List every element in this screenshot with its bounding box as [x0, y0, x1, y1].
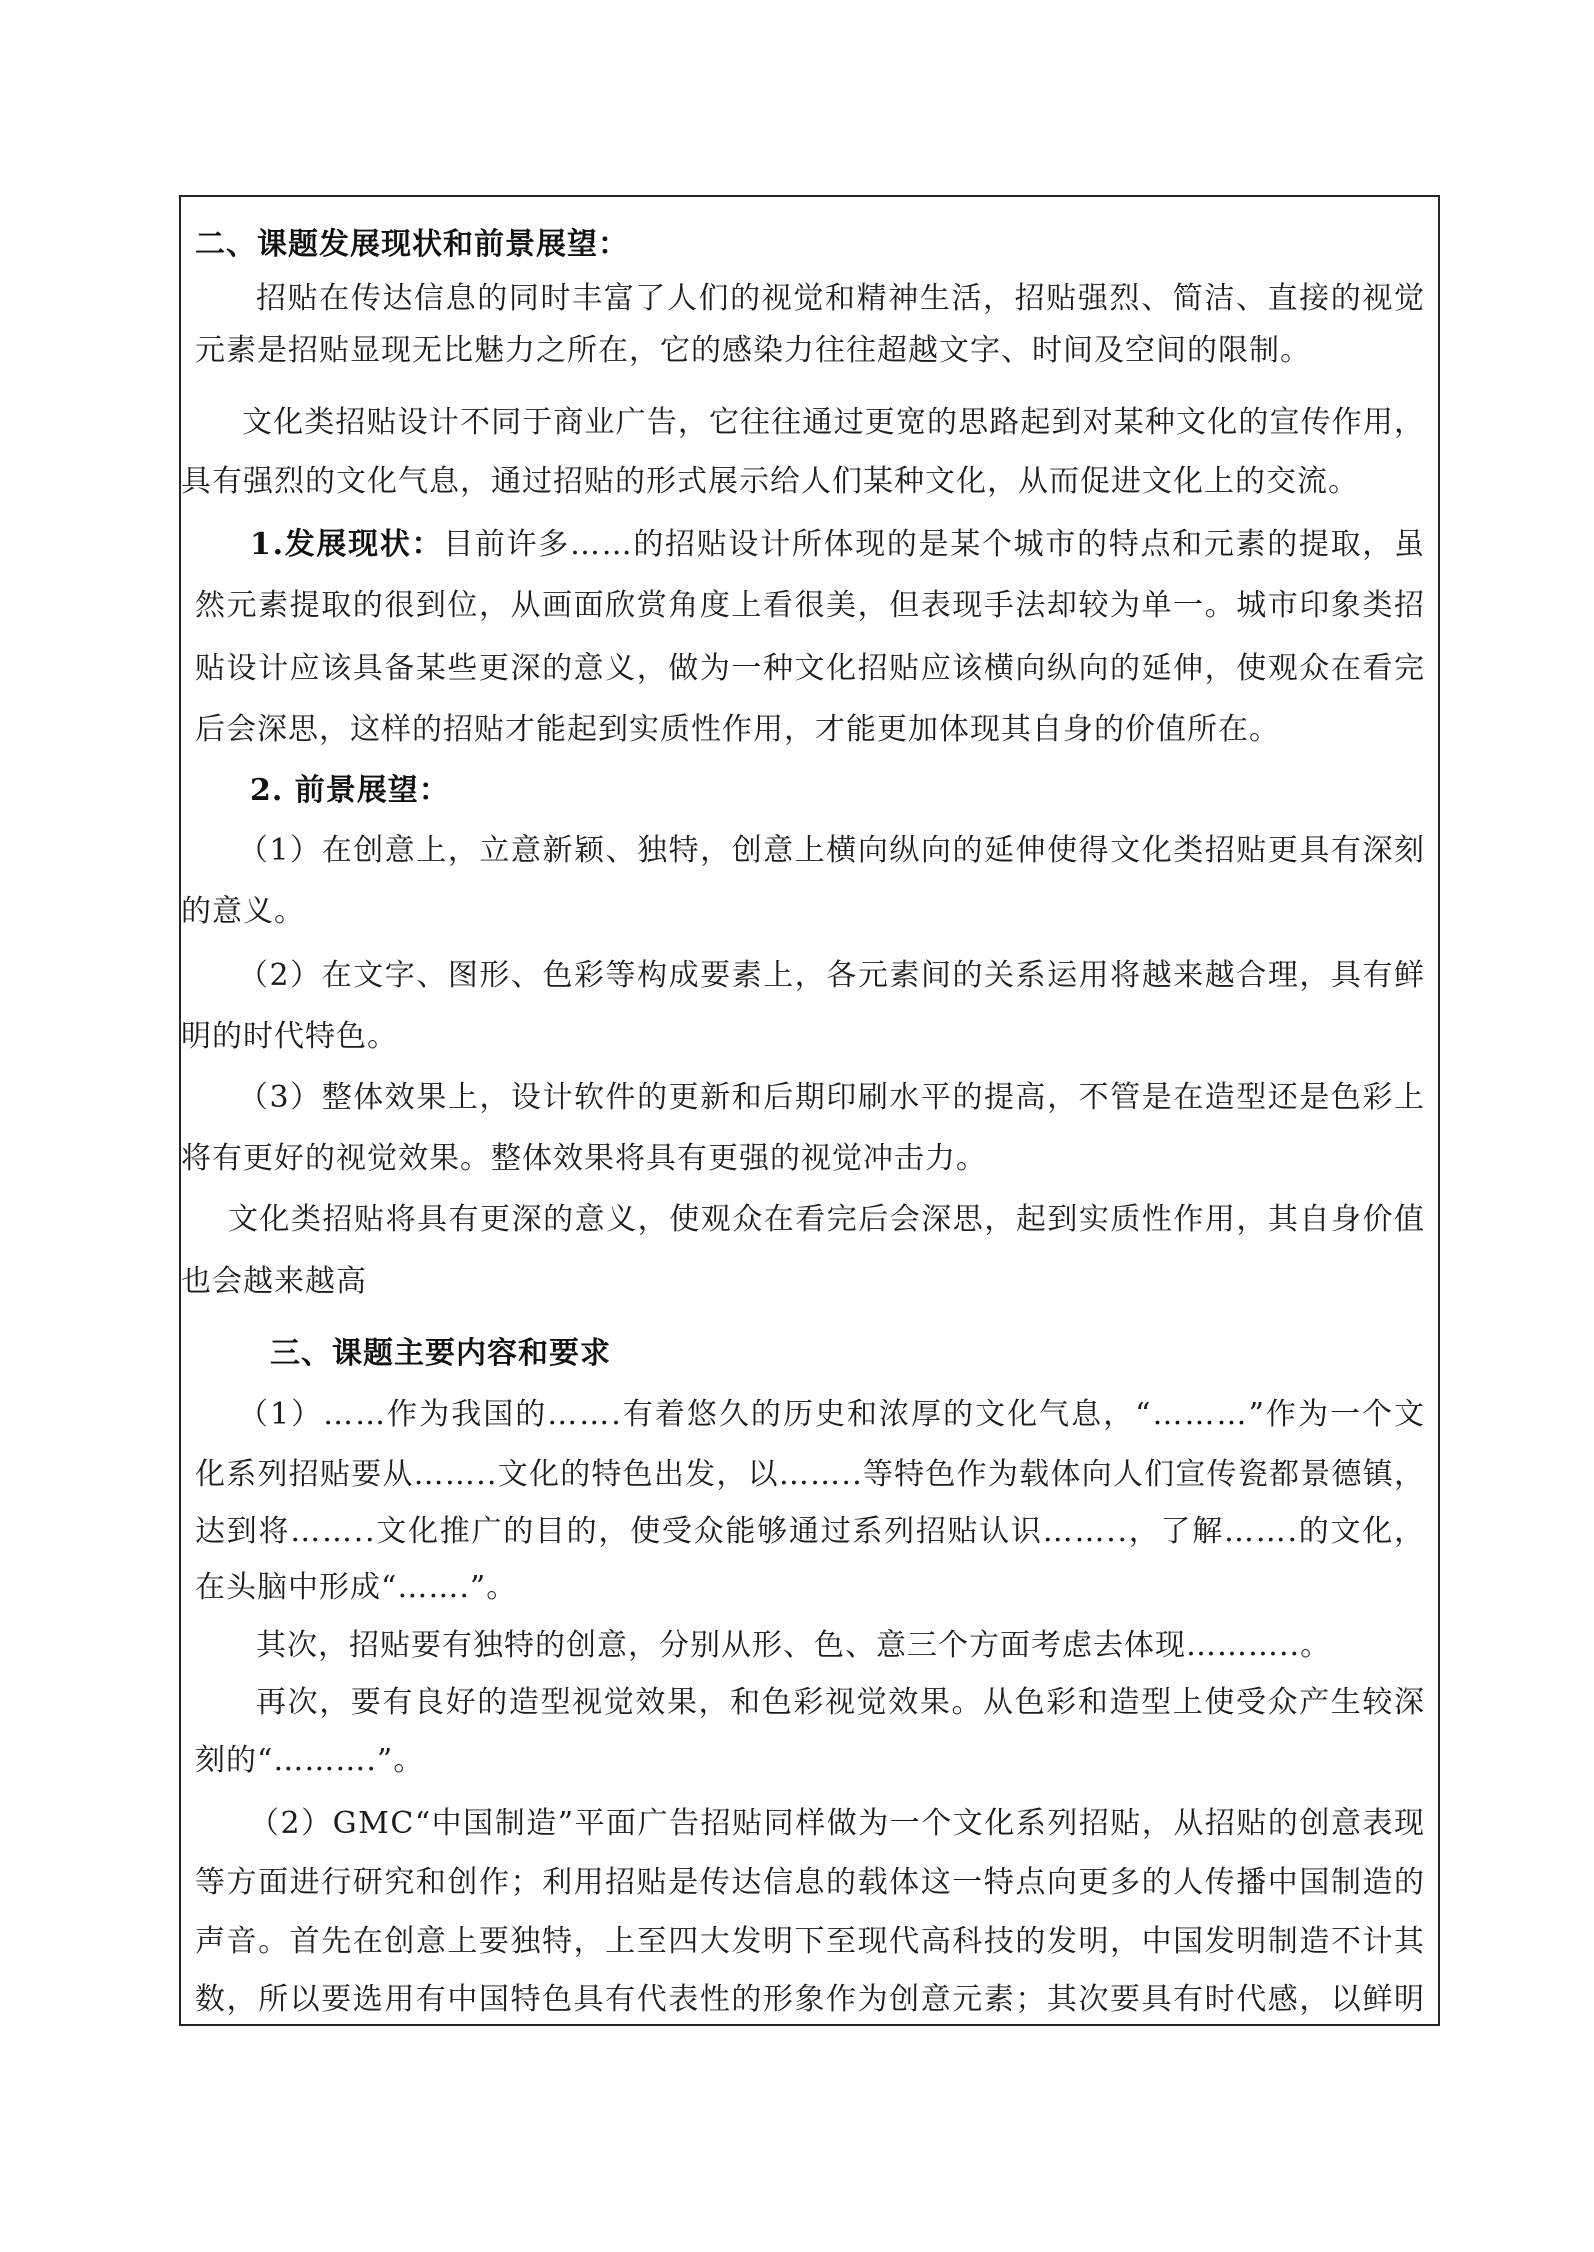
section-heading-content-requirements: 三、课题主要内容和要求	[270, 1336, 611, 1371]
text-line: 数，所以要选用有中国特色具有代表性的形象作为创意元素；其次要具有时代感，以鲜明	[195, 1982, 1426, 2017]
text-line: 文化类招贴将具有更深的意义，使观众在看完后会深思，起到实质性作用，其自身价值	[228, 1202, 1426, 1237]
text-line: 达到将……..文化推广的目的，使受众能够通过系列招贴认识……..，了解…….的文化，	[195, 1514, 1426, 1549]
text-line: 刻的“……….”。	[195, 1743, 425, 1778]
outlook-item-line: （2）在文字、图形、色彩等构成要素上，各元素间的关系运用将越来越合理，具有鲜	[238, 958, 1426, 993]
text-line: （2）GMC“中国制造”平面广告招贴同样做为一个文化系列招贴，从招贴的创意表现	[249, 1806, 1426, 1841]
text-line: 等方面进行研究和创作；利用招贴是传达信息的载体这一特点向更多的人传播中国制造的	[195, 1865, 1426, 1900]
outlook-item-line: （1）在创意上，立意新颖、独特，创意上横向纵向的延伸使得文化类招贴更具有深刻	[238, 833, 1426, 868]
text-line: 化系列招贴要从……..文化的特色出发，以……..等特色作为载体向人们宣传瓷都景德镇，	[195, 1457, 1426, 1492]
outlook-item-line: 的意义。	[181, 894, 305, 929]
outlook-item-line: 将有更好的视觉效果。整体效果将具有更强的视觉冲击力。	[181, 1141, 987, 1176]
status-label: 1.发展现状：	[250, 527, 444, 562]
text-line: 在头脑中形成“…….”。	[195, 1570, 518, 1605]
outlook-label: 2. 前景展望：	[250, 773, 450, 808]
text-line: 后会深思，这样的招贴才能起到实质性作用，才能更加体现其自身的价值所在。	[195, 712, 1280, 747]
text-line: （1）……作为我国的…….有着悠久的历史和浓厚的文化气息，“………”作为一个文	[238, 1397, 1427, 1432]
status-text: 目前许多……的招贴设计所体现的是某个城市的特点和元素的提取，虽	[443, 527, 1426, 562]
text-line: 文化类招贴设计不同于商业广告，它往往通过更宽的思路起到对某种文化的宣传作用，	[242, 405, 1426, 440]
text-line: 元素是招贴显现无比魅力之所在，它的感染力往往超越文字、时间及空间的限制。	[195, 333, 1311, 368]
text-line: 招贴在传达信息的同时丰富了人们的视觉和精神生活，招贴强烈、简洁、直接的视觉	[256, 281, 1426, 316]
outlook-item-line: （3）整体效果上，设计软件的更新和后期印刷水平的提高，不管是在造型还是色彩上	[238, 1080, 1426, 1115]
status-first-line	[250, 525, 1424, 565]
outlook-item-line: 明的时代特色。	[181, 1019, 398, 1054]
section-heading-status-outlook: 二、课题发展现状和前景展望：	[195, 227, 629, 262]
text-line: 其次，招贴要有独特的创意，分别从形、色、意三个方面考虑去体现………..。	[256, 1628, 1332, 1663]
text-line: 然元素提取的很到位，从画面欣赏角度上看很美，但表现手法却较为单一。城市印象类招	[195, 588, 1426, 623]
text-line: 也会越来越高	[181, 1264, 367, 1299]
text-line: 再次，要有良好的造型视觉效果，和色彩视觉效果。从色彩和造型上使受众产生较深	[256, 1685, 1426, 1720]
text-line: 声音。首先在创意上要独特，上至四大发明下至现代高科技的发明，中国发明制造不计其	[195, 1924, 1426, 1959]
text-line: 具有强烈的文化气息，通过招贴的形式展示给人们某种文化，从而促进文化上的交流。	[181, 464, 1359, 499]
text-line: 贴设计应该具备某些更深的意义，做为一种文化招贴应该横向纵向的延伸，使观众在看完	[195, 651, 1426, 686]
